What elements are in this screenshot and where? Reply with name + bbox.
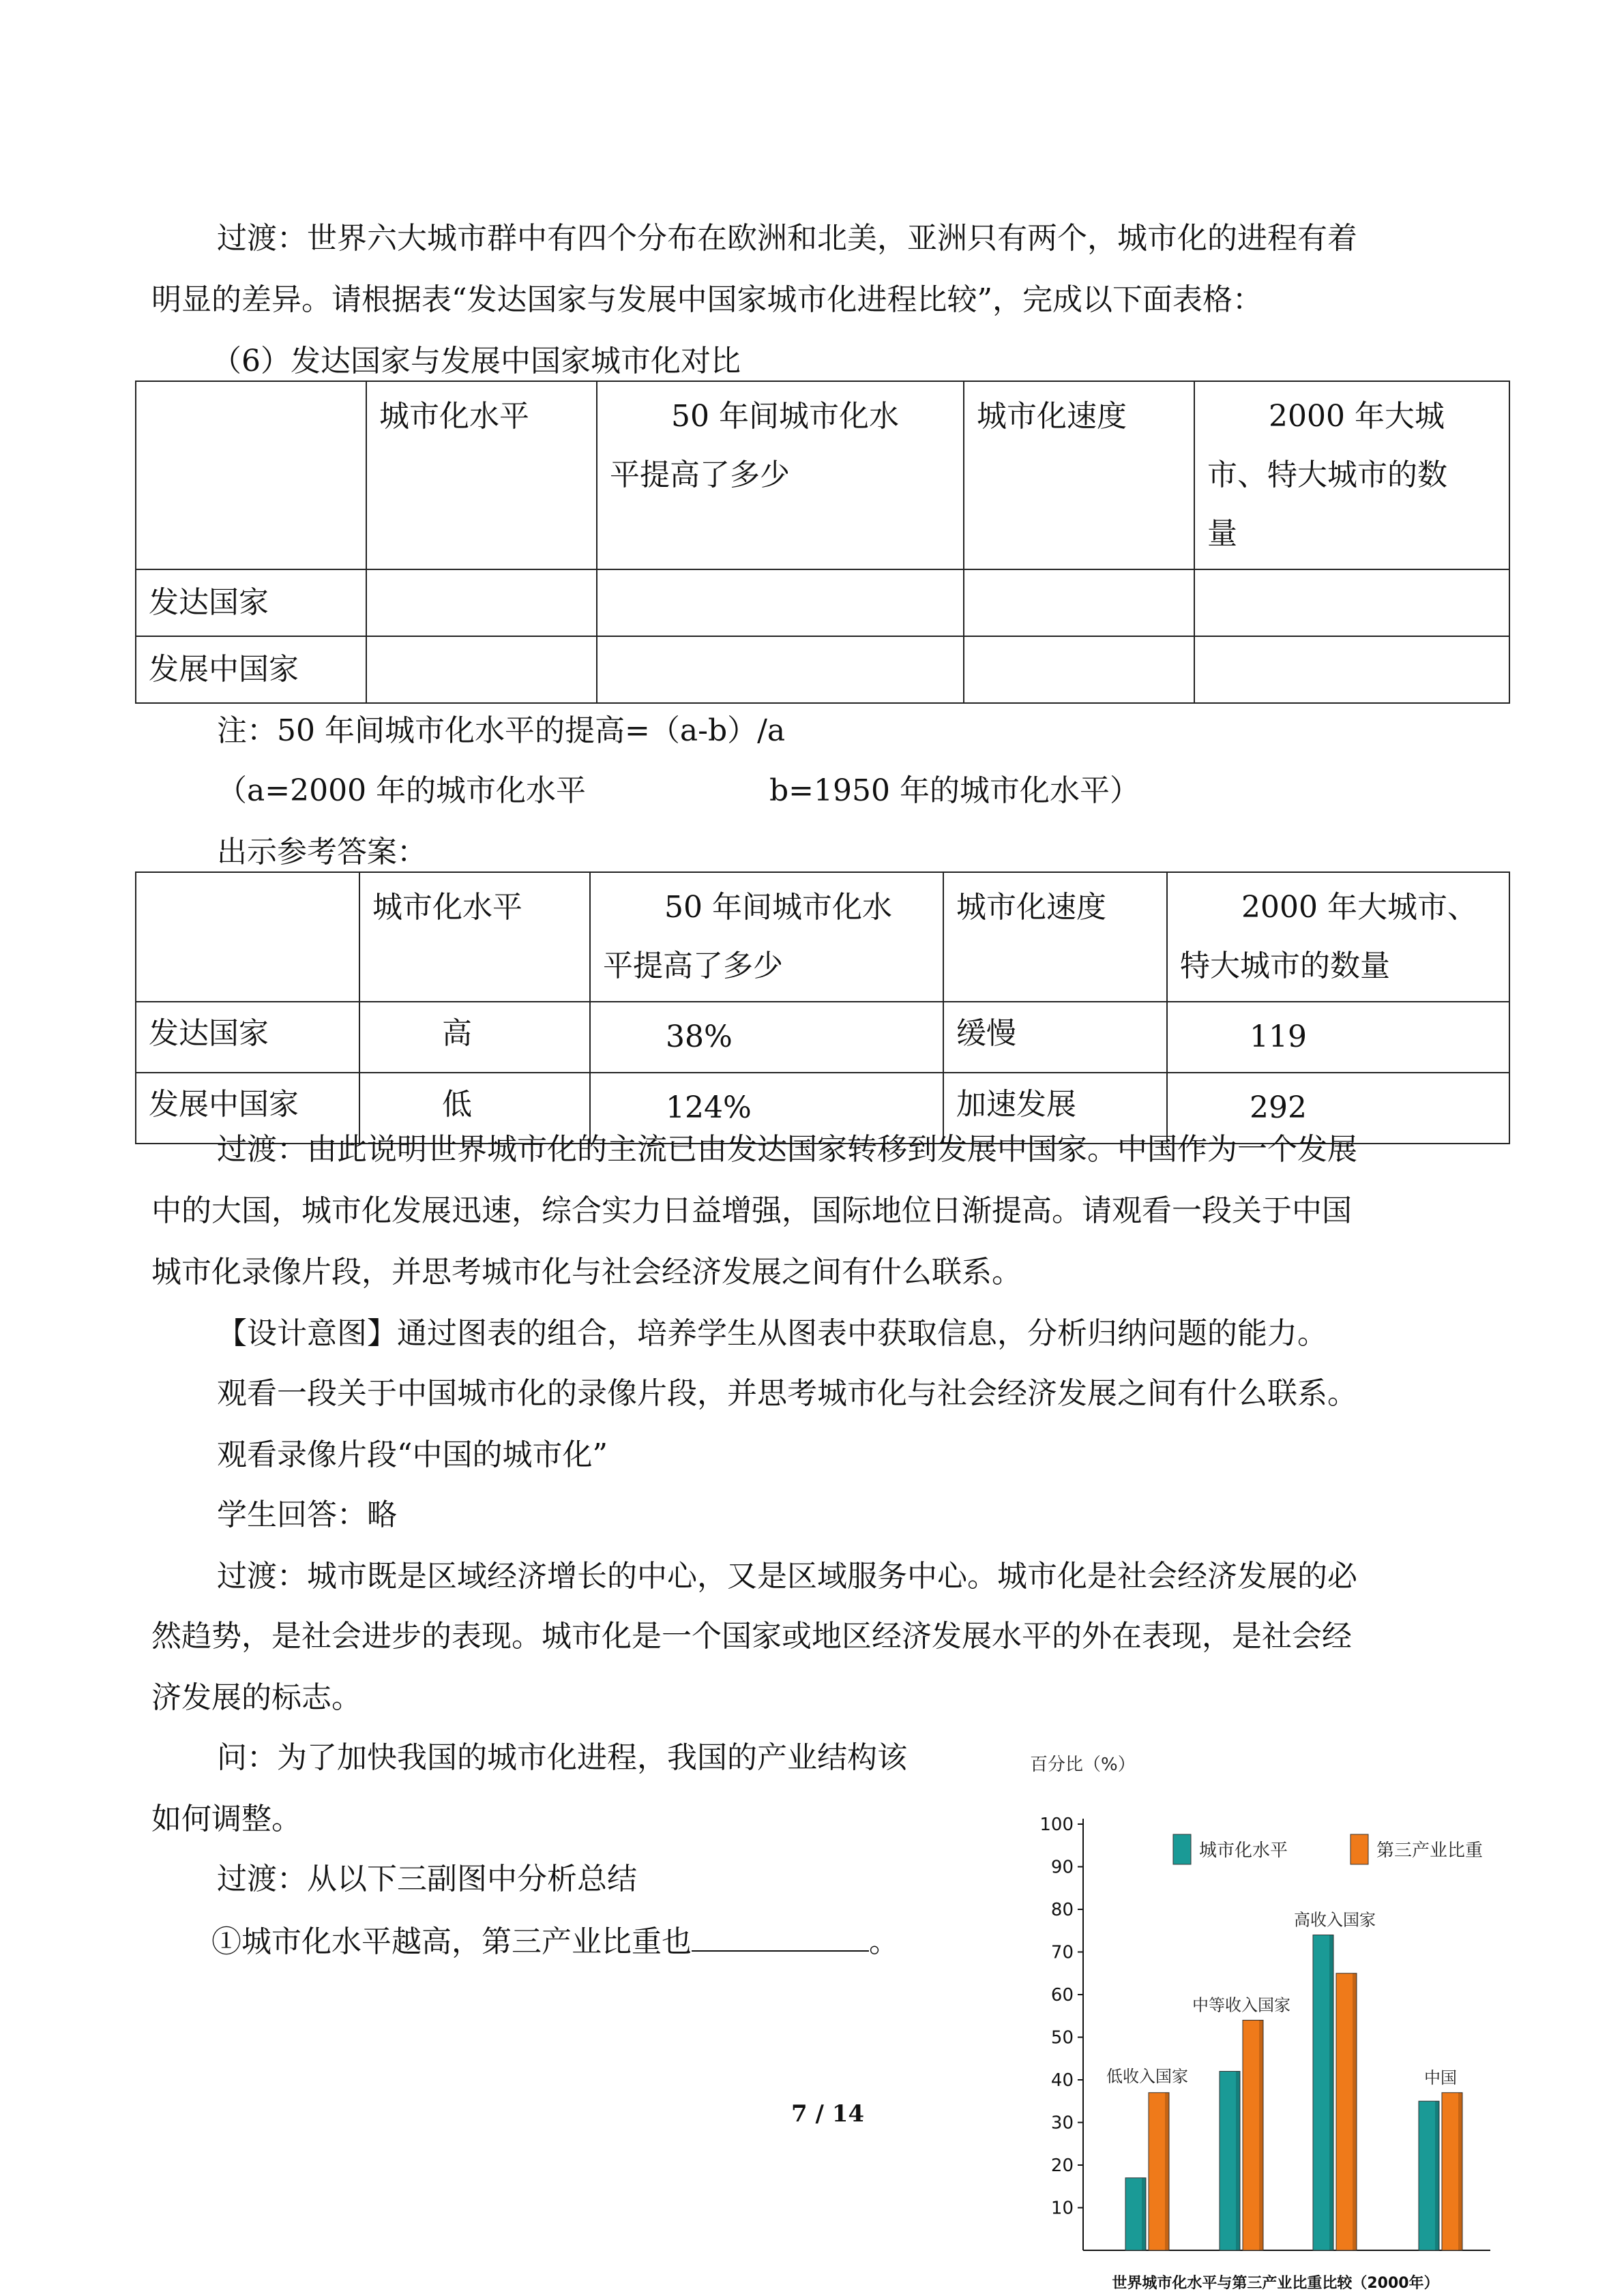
table2-header-empty xyxy=(136,872,359,1002)
table2-header-speed: 城市化速度 xyxy=(943,872,1167,1002)
table2-header-count-line1: 2000 年大城市、 xyxy=(1241,890,1477,925)
transition-text-1-line-2: 明显的差异。请根据表“发达国家与发展中国家城市化进程比较”，完成以下面表格： xyxy=(151,282,1263,317)
chart-y-tick-label: 100 xyxy=(1039,1815,1074,1835)
table2-cell-increase: 38% xyxy=(590,1002,943,1073)
table1-header-count-line3: 量 xyxy=(1207,516,1237,551)
table1-header-level: 城市化水平 xyxy=(366,381,597,569)
transition-text-4: 过渡：从以下三副图中分析总结 xyxy=(217,1862,637,1896)
chart-legend-label: 城市化水平 xyxy=(1199,1840,1288,1861)
table1-header-speed: 城市化速度 xyxy=(964,381,1194,569)
table2-header-count-line2: 特大城市的数量 xyxy=(1180,949,1390,983)
chart-bar-shade xyxy=(1435,2101,1439,2250)
table1-header-increase xyxy=(597,381,964,569)
table-1-caption: （6）发达国家与发展中国家城市化对比 xyxy=(211,344,741,378)
chart-bar-shade xyxy=(1458,2093,1462,2250)
table1-row-developing-label: 发展中国家 xyxy=(136,636,366,703)
chart-title: 世界城市化水平与第三产业比重比较（2000年） xyxy=(1112,2275,1439,2292)
table2-cell-increase: 124% xyxy=(590,1073,943,1144)
table1-cell-empty[interactable] xyxy=(366,636,597,703)
table1-cell-empty[interactable] xyxy=(1194,569,1509,636)
chart-y-axis-title: 百分比（%） xyxy=(1030,1755,1136,1775)
chart-category-label: 高收入国家 xyxy=(1294,1910,1376,1930)
chart-y-tick-label: 60 xyxy=(1050,1985,1074,2006)
table2-cell-level: 高 xyxy=(359,1002,590,1073)
chart-bar-shade xyxy=(1165,2093,1169,2250)
watch-video-title: 观看录像片段“中国的城市化” xyxy=(217,1437,608,1472)
table1-row-developed-label: 发达国家 xyxy=(136,569,366,636)
table1-header-increase-line2: 平提高了多少 xyxy=(610,458,790,492)
page-number: 7 / 14 xyxy=(791,2100,865,2128)
chart-y-tick-label: 20 xyxy=(1050,2156,1074,2176)
comparison-table-blank xyxy=(135,381,1510,704)
answer-intro: 出示参考答案： xyxy=(217,835,427,869)
table2-header-increase xyxy=(590,872,943,1002)
chart-category-label: 低收入国家 xyxy=(1106,2066,1188,2086)
transition-text-2-line-2: 中的大国，城市化发展迅速，综合实力日益增强，国际地位日渐提高。请观看一段关于中国 xyxy=(151,1193,1352,1228)
table1-header-count-line1: 2000 年大城 xyxy=(1269,399,1445,434)
urbanization-bar-chart xyxy=(1009,1753,1514,2296)
chart-y-tick-label: 80 xyxy=(1050,1900,1074,1920)
table1-cell-empty[interactable] xyxy=(597,636,964,703)
comparison-table-answers xyxy=(135,871,1510,1144)
note-definition-b: b=1950 年的城市化水平） xyxy=(769,773,1140,808)
transition-text-3-line-2: 然趋势，是社会进步的表现。城市化是一个国家或地区经济发展水平的外在表现，是社会经 xyxy=(151,1619,1352,1654)
transition-text-1-line-1: 过渡：世界六大城市群中有四个分布在欧洲和北美，亚洲只有两个，城市化的进程有着 xyxy=(217,221,1357,256)
table2-row-label: 发展中国家 xyxy=(136,1073,359,1144)
table2-header-increase-line2: 平提高了多少 xyxy=(603,949,783,983)
table2-cell-count: 292 xyxy=(1167,1073,1509,1144)
table1-header-count xyxy=(1194,381,1509,569)
chart-bar-shade xyxy=(1142,2178,1146,2250)
chart-y-tick-label: 50 xyxy=(1050,2027,1074,2048)
table1-cell-empty[interactable] xyxy=(597,569,964,636)
chart-legend-label: 第三产业比重 xyxy=(1376,1840,1483,1861)
chart-y-tick-label: 30 xyxy=(1050,2113,1074,2134)
table2-row-label: 发达国家 xyxy=(136,1002,359,1073)
fill-blank-prompt: ①城市化水平越高，第三产业比重也 xyxy=(211,1924,692,1959)
chart-y-tick-label: 10 xyxy=(1050,2198,1074,2219)
table2-cell-speed: 缓慢 xyxy=(943,1002,1167,1073)
question-line-2: 如何调整。 xyxy=(151,1802,301,1836)
fill-blank-underline[interactable] xyxy=(692,1920,869,1952)
chart-bar-shade xyxy=(1259,2021,1263,2251)
watch-instruction: 观看一段关于中国城市化的录像片段，并思考城市化与社会经济发展之间有什么联系。 xyxy=(217,1376,1357,1411)
table2-cell-level: 低 xyxy=(359,1073,590,1144)
table-row xyxy=(136,1002,1509,1073)
table1-cell-empty[interactable] xyxy=(964,569,1194,636)
table1-header-increase-line1: 50 年间城市化水 xyxy=(671,399,899,434)
chart-category-label: 中等收入国家 xyxy=(1192,1995,1290,2015)
table2-header-level: 城市化水平 xyxy=(359,872,590,1002)
transition-text-2-line-3: 城市化录像片段，并思考城市化与社会经济发展之间有什么联系。 xyxy=(151,1255,1022,1289)
chart-category-label: 中国 xyxy=(1424,2068,1457,2087)
chart-bar-shade xyxy=(1329,1935,1333,2251)
chart-y-tick-label: 90 xyxy=(1050,1857,1074,1878)
table2-header-increase-line1: 50 年间城市化水 xyxy=(664,890,892,925)
note-formula: 注：50 年间城市化水平的提高=（a-b）/a xyxy=(217,713,786,748)
chart-legend-swatch xyxy=(1350,1834,1368,1864)
transition-text-3-line-1: 过渡：城市既是区域经济增长的中心，又是区域服务中心。城市化是社会经济发展的必 xyxy=(217,1559,1357,1594)
design-intent: 【设计意图】通过图表的组合，培养学生从图表中获取信息，分析归纳问题的能力。 xyxy=(217,1316,1327,1351)
transition-text-2-line-1: 过渡：由此说明世界城市化的主流已由发达国家转移到发展中国家。中国作为一个发展 xyxy=(217,1132,1357,1167)
chart-bar-shade xyxy=(1353,1973,1357,2250)
table1-cell-empty[interactable] xyxy=(964,636,1194,703)
fill-blank-line xyxy=(211,1920,899,1963)
question-line-1: 问：为了加快我国的城市化进程，我国的产业结构该 xyxy=(217,1740,907,1775)
table1-cell-empty[interactable] xyxy=(366,569,597,636)
chart-legend-swatch xyxy=(1173,1834,1191,1864)
chart-y-tick-label: 70 xyxy=(1050,1942,1074,1963)
table2-cell-count: 119 xyxy=(1167,1002,1509,1073)
table1-header-empty xyxy=(136,381,366,569)
table1-header-count-line2: 市、特大城市的数 xyxy=(1207,458,1447,492)
table2-cell-speed: 加速发展 xyxy=(943,1073,1167,1144)
transition-text-3-line-3: 济发展的标志。 xyxy=(151,1680,361,1715)
table2-header-count xyxy=(1167,872,1509,1002)
fill-blank-end: 。 xyxy=(869,1924,899,1959)
chart-y-tick-label: 40 xyxy=(1050,2070,1074,2091)
chart-bar-shade xyxy=(1236,2072,1240,2251)
student-answer: 学生回答：略 xyxy=(217,1497,397,1532)
note-definition-a: （a=2000 年的城市化水平 xyxy=(217,773,587,808)
table1-cell-empty[interactable] xyxy=(1194,636,1509,703)
